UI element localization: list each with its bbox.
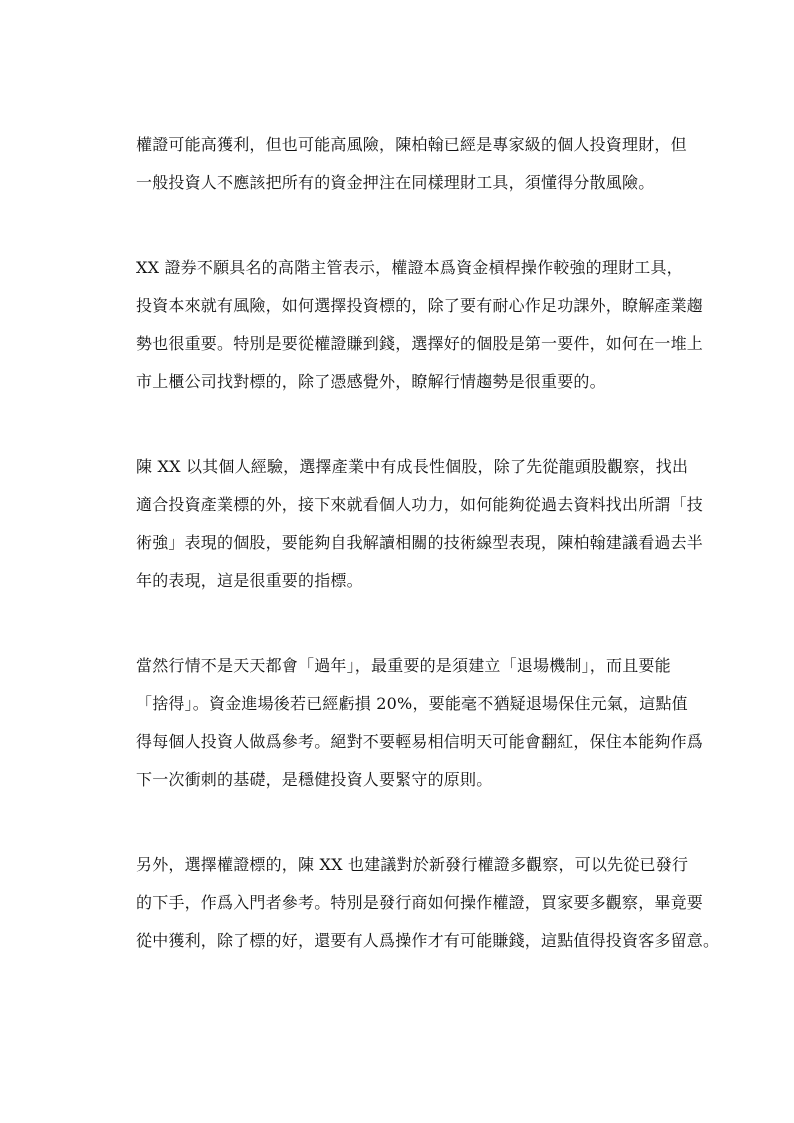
text-line: 從中獲利，除了標的好，還要有人爲操作才有可能賺錢，這點值得投資客多留意。 <box>136 931 720 950</box>
text-line: 得每個人投資人做爲參考。絕對不要輕易相信明天可能會翻紅，保住本能夠作爲 <box>136 732 704 751</box>
text-line: 陳 XX 以其個人經驗，選擇產業中有成長性個股，除了先從龍頭股觀察，找出 <box>136 457 689 476</box>
text-line: 年的表現，這是很重要的指標。 <box>136 571 363 590</box>
text-line: 另外，選擇權證標的，陳 XX 也建議對於新發行權證多觀察，可以先從已發行 <box>136 855 689 874</box>
text-line: 投資本來就有風險，如何選擇投資標的，除了要有耐心作足功課外，瞭解產業趨 <box>136 296 704 315</box>
text-line: 當然行情不是天天都會「過年」，最重要的是須建立「退場機制」，而且要能 <box>136 656 671 675</box>
text-line: 「捨得」。資金進場後若已經虧損 20%，要能毫不猶疑退場保住元氣，這點值 <box>136 694 688 713</box>
text-line: 市上櫃公司找對標的，除了憑感覺外，瞭解行情趨勢是很重要的。 <box>136 372 606 391</box>
paragraph-warrant-selection <box>120 846 720 960</box>
text-line: 術強」表現的個股，要能夠自我解讀相關的技術線型表現，陳柏翰建議看過去半 <box>136 533 704 552</box>
text-line: 權證可能高獲利，但也可能高風險，陳柏翰已經是專家級的個人投資理財，但 <box>136 135 687 154</box>
document-body <box>120 126 720 1007</box>
text-line: 適合投資產業標的外，接下來就看個人功力，如何能夠從過去資料找出所謂「技 <box>136 495 704 514</box>
text-line: 勢也很重要。特別是要從權證賺到錢，選擇好的個股是第一要件，如何在一堆上 <box>136 334 704 353</box>
text-line: XX 證券不願具名的高階主管表示，權證本爲資金槓桿操作較強的理財工具， <box>136 258 683 277</box>
text-line: 的下手，作爲入門者參考。特別是發行商如何操作權證，買家要多觀察，畢竟要 <box>136 893 704 912</box>
paragraph-personal-experience <box>120 448 704 600</box>
paragraph-executive-view <box>120 249 704 401</box>
paragraph-exit-mechanism <box>120 647 704 799</box>
text-line: 一般投資人不應該把所有的資金押注在同樣理財工具，須懂得分散風險。 <box>136 173 655 192</box>
text-line: 下一次衝刺的基礎，是穩健投資人要緊守的原則。 <box>136 770 493 789</box>
paragraph-risk-warning <box>120 126 687 202</box>
